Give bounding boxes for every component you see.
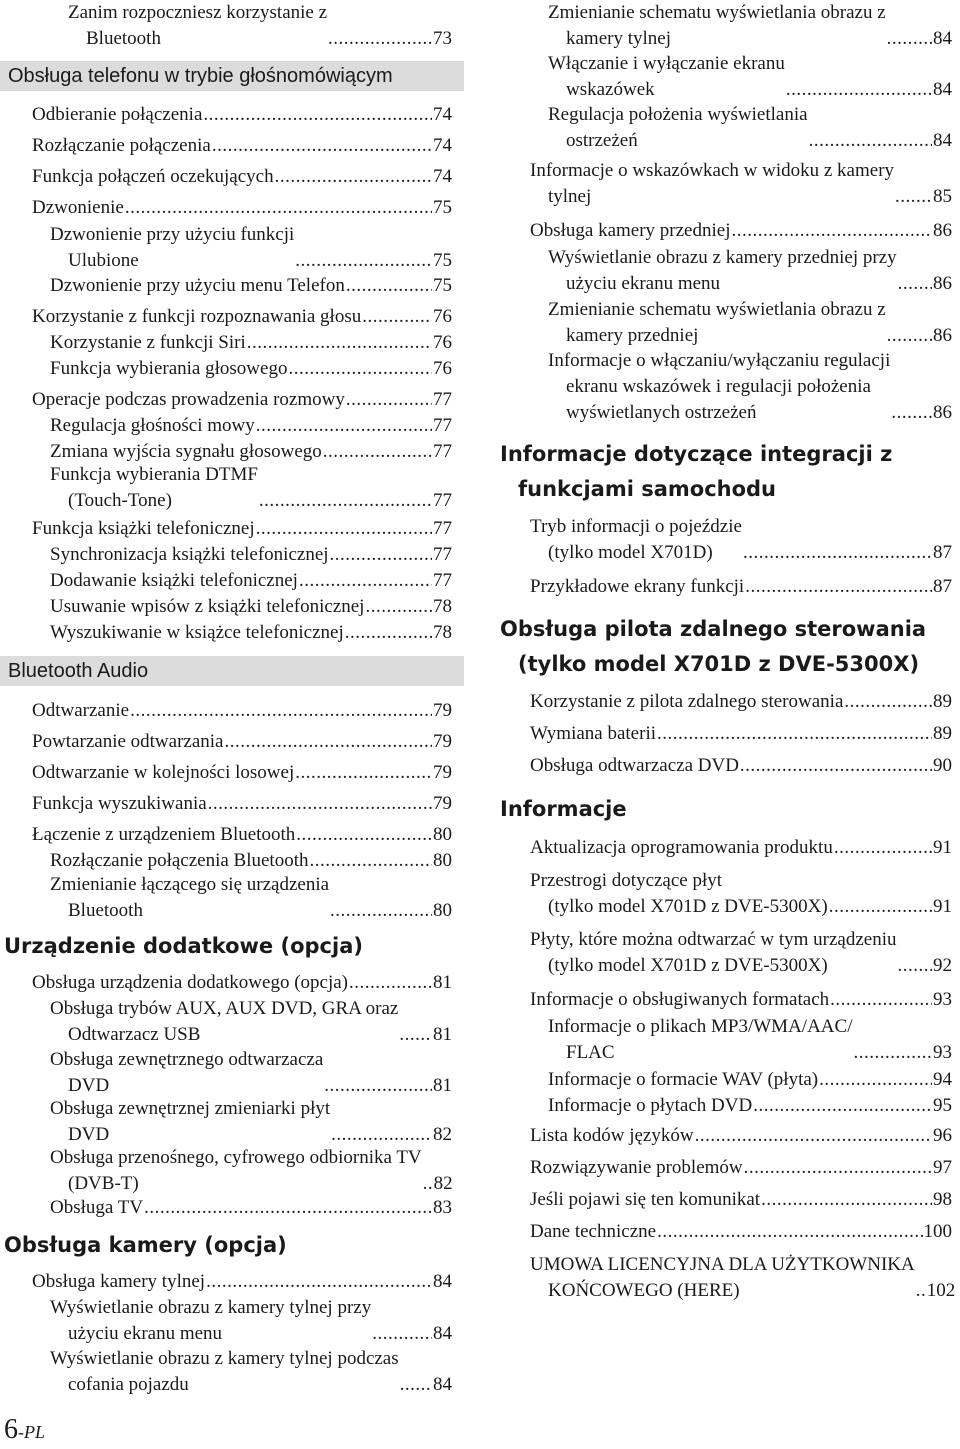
toc-entry[interactable]: Regulacja położenia wyświetlania ostrzeżeń ..... 84 bbox=[548, 102, 952, 154]
chapter-heading: Informacje bbox=[500, 797, 627, 821]
toc-entry[interactable]: Obsługa kamery przedniej ..... 86 bbox=[530, 218, 952, 244]
toc-entry[interactable]: Rozłączanie połączenia Bluetooth ..... 80 bbox=[50, 848, 452, 874]
toc-entry[interactable]: Informacje o plikach MP3/WMA/AAC/ FLAC ..... 93 bbox=[548, 1014, 952, 1066]
toc-entry[interactable]: Odtwarzanie w kolejności losowej ..... 79 bbox=[32, 760, 452, 786]
toc-entry[interactable]: Jeśli pojawi się ten komunikat ..... 98 bbox=[530, 1187, 952, 1213]
toc-entry[interactable]: Usuwanie wpisów z książki telefonicznej ..... 78 bbox=[50, 594, 452, 620]
toc-entry[interactable]: Synchronizacja książki telefonicznej ..... 77 bbox=[50, 542, 452, 568]
chapter-heading: Urządzenie dodatkowe (opcja) bbox=[4, 934, 363, 958]
toc-entry[interactable]: Zanim rozpoczniesz korzystanie z Bluetooth ..... 73 bbox=[68, 0, 452, 52]
chapter-heading: Obsługa pilota zdalnego sterowania (tylko model X701D z DVE-5300X) bbox=[500, 617, 927, 676]
toc-entry[interactable]: Dane techniczne ..... 100 bbox=[530, 1219, 952, 1245]
toc-entry[interactable]: Rozwiązywanie problemów ..... 97 bbox=[530, 1155, 952, 1181]
toc-entry[interactable]: Dzwonienie ..... 75 bbox=[32, 195, 452, 221]
toc-entry[interactable]: Operacje podczas prowadzenia rozmowy ..... 77 bbox=[32, 387, 452, 413]
toc-entry[interactable]: Obsługa odtwarzacza DVD ..... 90 bbox=[530, 753, 952, 779]
toc-entry[interactable]: Informacje o włączaniu/wyłączaniu regulacji ekranu wskazówek i regulacji położenia wyświetlanych ostrzeżeń ..... 86 bbox=[548, 348, 952, 426]
toc-entry[interactable]: Dodawanie książki telefonicznej ..... 77 bbox=[50, 568, 452, 594]
toc-entry[interactable]: Obsługa zewnętrznego odtwarzacza DVD ..... 81 bbox=[50, 1047, 452, 1099]
toc-entry[interactable]: Funkcja książki telefonicznej ..... 77 bbox=[32, 516, 452, 542]
toc-entry[interactable]: Aktualizacja oprogramowania produktu ..... 91 bbox=[530, 835, 952, 861]
toc-entry[interactable]: Wyświetlanie obrazu z kamery tylnej przy użyciu ekranu menu ..... 84 bbox=[50, 1295, 452, 1347]
toc-entry[interactable]: Włączanie i wyłączanie ekranu wskazówek ..... 84 bbox=[548, 51, 952, 103]
toc-entry[interactable]: Dzwonienie przy użyciu menu Telefon ..... 75 bbox=[50, 273, 452, 299]
toc-entry[interactable]: Wyświetlanie obrazu z kamery przedniej przy użyciu ekranu menu ..... 86 bbox=[548, 245, 952, 297]
toc-entry[interactable]: Zmienianie schematu wyświetlania obrazu z kamery tylnej ..... 84 bbox=[548, 0, 952, 52]
toc-entry[interactable]: Wyszukiwanie w książce telefonicznej ..... 78 bbox=[50, 620, 452, 646]
toc-entry[interactable]: Zmiana wyjścia sygnału głosowego ..... 77 bbox=[50, 439, 452, 465]
section-title: Bluetooth Audio bbox=[0, 656, 464, 686]
toc-entry[interactable]: Rozłączanie połączenia ..... 74 bbox=[32, 133, 452, 159]
chapter-heading: Informacje dotyczące integracji z funkcjami samochodu bbox=[500, 442, 893, 501]
toc-entry[interactable]: Obsługa TV ..... 83 bbox=[50, 1195, 452, 1221]
toc-entry[interactable]: Informacje o płytach DVD ..... 95 bbox=[548, 1093, 952, 1119]
toc-entry[interactable]: Korzystanie z funkcji Siri ..... 76 bbox=[50, 330, 452, 356]
toc-entry[interactable]: Powtarzanie odtwarzania ..... 79 bbox=[32, 729, 452, 755]
toc-entry[interactable]: Funkcja wybierania głosowego ..... 76 bbox=[50, 356, 452, 382]
toc-entry[interactable]: Tryb informacji o pojeździe (tylko model X701D) ..... 87 bbox=[530, 514, 952, 566]
toc-entry[interactable]: Obsługa przenośnego, cyfrowego odbiornika TV (DVB-T) ..... 82 bbox=[50, 1145, 452, 1197]
toc-entry[interactable]: Obsługa kamery tylnej ..... 84 bbox=[32, 1269, 452, 1295]
section-title: Obsługa telefonu w trybie głośnomówiącym bbox=[0, 61, 464, 91]
toc-entry[interactable]: Obsługa trybów AUX, AUX DVD, GRA oraz Odtwarzacz USB ..... 81 bbox=[50, 996, 452, 1048]
page-number-value: 6 bbox=[4, 1414, 18, 1445]
toc-entry[interactable]: Łączenie z urządzeniem Bluetooth ..... 80 bbox=[32, 822, 452, 848]
toc-entry[interactable]: Odbieranie połączenia ..... 74 bbox=[32, 102, 452, 128]
toc-entry[interactable]: Dzwonienie przy użyciu funkcji Ulubione ..... 75 bbox=[50, 222, 452, 274]
toc-entry[interactable]: Wyświetlanie obrazu z kamery tylnej podczas cofania pojazdu ..... 84 bbox=[50, 1346, 452, 1398]
toc-entry[interactable]: Korzystanie z pilota zdalnego sterowania ..... 89 bbox=[530, 689, 952, 715]
toc-entry[interactable]: Informacje o wskazówkach w widoku z kamery tylnej ..... 85 bbox=[530, 158, 952, 210]
toc-entry[interactable]: Informacje o formacie WAV (płyta) ..... 94 bbox=[548, 1067, 952, 1093]
toc-entry[interactable]: Regulacja głośności mowy ..... 77 bbox=[50, 413, 452, 439]
toc-entry[interactable]: UMOWA LICENCYJNA DLA UŻYTKOWNIKA KOŃCOWEGO (HERE) ..... 102 bbox=[530, 1252, 952, 1304]
toc-entry[interactable]: Zmienianie schematu wyświetlania obrazu z kamery przedniej ..... 86 bbox=[548, 297, 952, 349]
toc-entry[interactable]: Płyty, które można odtwarzać w tym urządzeniu (tylko model X701D z DVE-5300X) ..... 92 bbox=[530, 927, 952, 979]
toc-entry[interactable]: Informacje o obsługiwanych formatach ..... 93 bbox=[530, 987, 952, 1013]
toc-entry[interactable]: Obsługa zewnętrznej zmieniarki płyt DVD ..... 82 bbox=[50, 1096, 452, 1148]
page-number-suffix: -PL bbox=[18, 1422, 45, 1442]
toc-entry[interactable]: Przestrogi dotyczące płyt (tylko model X701D z DVE-5300X) ..... 91 bbox=[530, 868, 952, 920]
toc-entry[interactable]: Odtwarzanie ..... 79 bbox=[32, 698, 452, 724]
chapter-heading: Obsługa kamery (opcja) bbox=[4, 1233, 287, 1257]
page-number bbox=[4, 1413, 45, 1449]
toc-entry[interactable]: Funkcja wyszukiwania ..... 79 bbox=[32, 791, 452, 817]
toc-entry[interactable]: Zmienianie łączącego się urządzenia Bluetooth ..... 80 bbox=[50, 872, 452, 924]
toc-entry[interactable]: Korzystanie z funkcji rozpoznawania głosu ..... 76 bbox=[32, 304, 452, 330]
toc-entry[interactable]: Funkcja wybierania DTMF (Touch-Tone) ..... 77 bbox=[50, 462, 452, 514]
toc-entry[interactable]: Wymiana baterii ..... 89 bbox=[530, 721, 952, 747]
toc-entry[interactable]: Obsługa urządzenia dodatkowego (opcja) ..... 81 bbox=[32, 970, 452, 996]
toc-entry[interactable]: Lista kodów języków ..... 96 bbox=[530, 1123, 952, 1149]
toc-entry[interactable]: Funkcja połączeń oczekujących ..... 74 bbox=[32, 164, 452, 190]
toc-entry[interactable]: Przykładowe ekrany funkcji ..... 87 bbox=[530, 574, 952, 600]
